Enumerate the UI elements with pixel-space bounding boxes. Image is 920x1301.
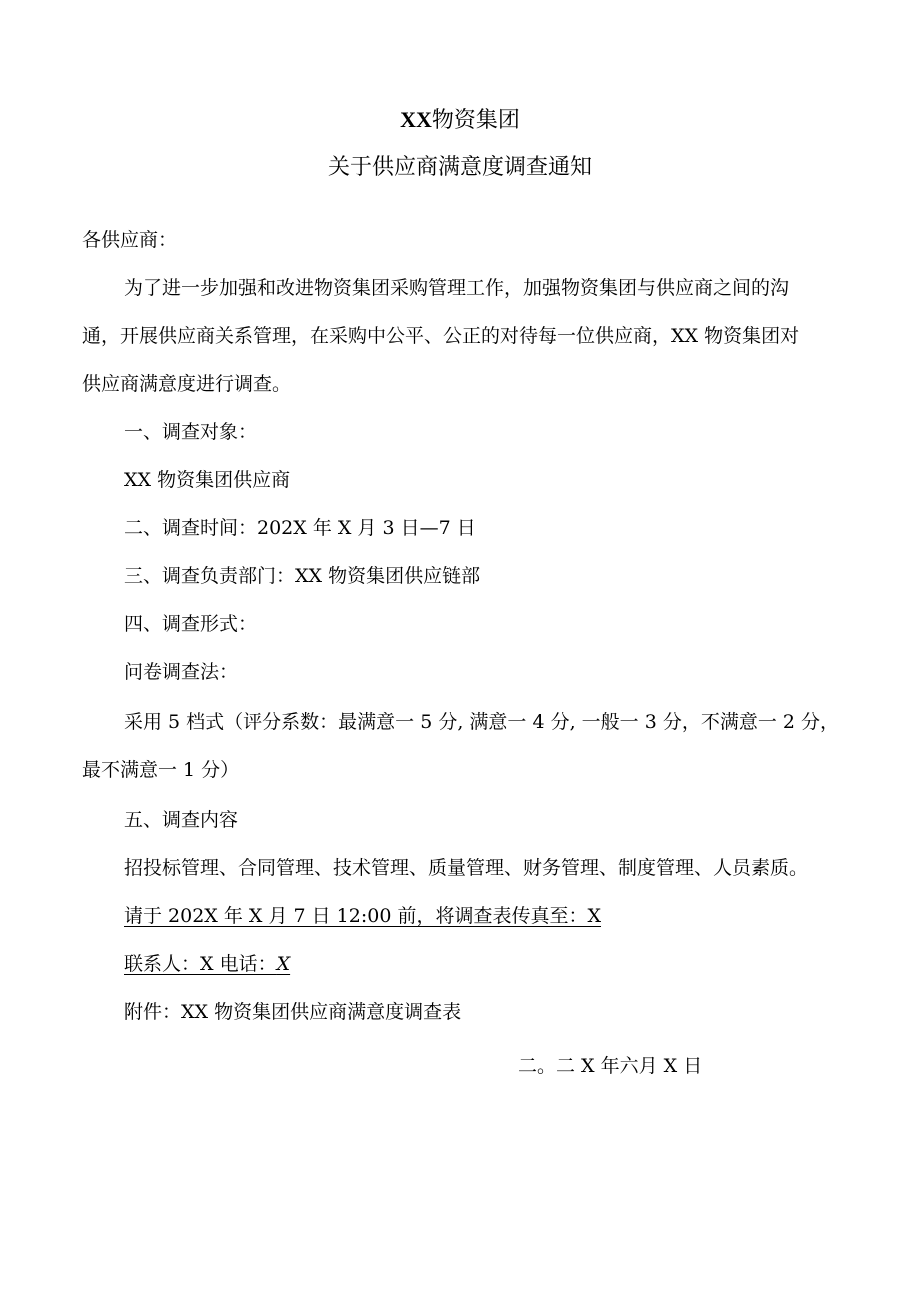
section-4-method: 问卷调查法： <box>124 661 239 683</box>
section-4-scale-line-2: 最不满意一 1 分） <box>82 759 240 781</box>
deadline-note: 请于 202X 年 X 月 7 日 12:00 前，将调查表传真至：X <box>124 905 602 927</box>
salutation: 各供应商： <box>82 229 178 251</box>
section-2-survey-time: 二、调查时间：202X 年 X 月 3 日—7 日 <box>124 517 476 539</box>
section-4-heading: 四、调查形式： <box>124 613 258 635</box>
notice-title: 关于供应商满意度调查通知 <box>327 155 592 180</box>
section-5-heading: 五、调查内容 <box>124 809 239 831</box>
section-5-content: 招投标管理、合同管理、技术管理、质量管理、财务管理、制度管理、人员素质。 <box>124 857 809 879</box>
contact-info <box>124 952 290 976</box>
org-title-name: 物资集团 <box>431 108 520 133</box>
contact-phone: X <box>276 953 291 975</box>
attachment-note: 附件：XX 物资集团供应商满意度调查表 <box>124 1001 462 1023</box>
section-1-heading: 一、调查对象： <box>124 421 258 443</box>
document-date: 二。二 X 年六月 X 日 <box>518 1055 703 1077</box>
org-title <box>0 106 920 135</box>
section-3-department: 三、调查负责部门：XX 物资集团供应链部 <box>124 565 481 587</box>
section-1-content: XX 物资集团供应商 <box>124 469 291 491</box>
intro-paragraph-line-2: 通，开展供应商关系管理，在采购中公平、公正的对待每一位供应商，XX 物资集团对 <box>82 325 800 347</box>
org-title-latin: XX <box>400 107 432 132</box>
intro-paragraph-line-3: 供应商满意度进行调查。 <box>82 373 292 395</box>
intro-paragraph-line-1: 为了进一步加强和改进物资集团采购管理工作，加强物资集团与供应商之间的沟 <box>124 277 790 299</box>
contact-prefix: 联系人：X 电话： <box>124 953 277 975</box>
section-4-scale-line-1: 采用 5 档式（评分系数：最满意一 5 分, 满意一 4 分, 一般一 3 分，不满意一 2 分， <box>124 711 839 733</box>
